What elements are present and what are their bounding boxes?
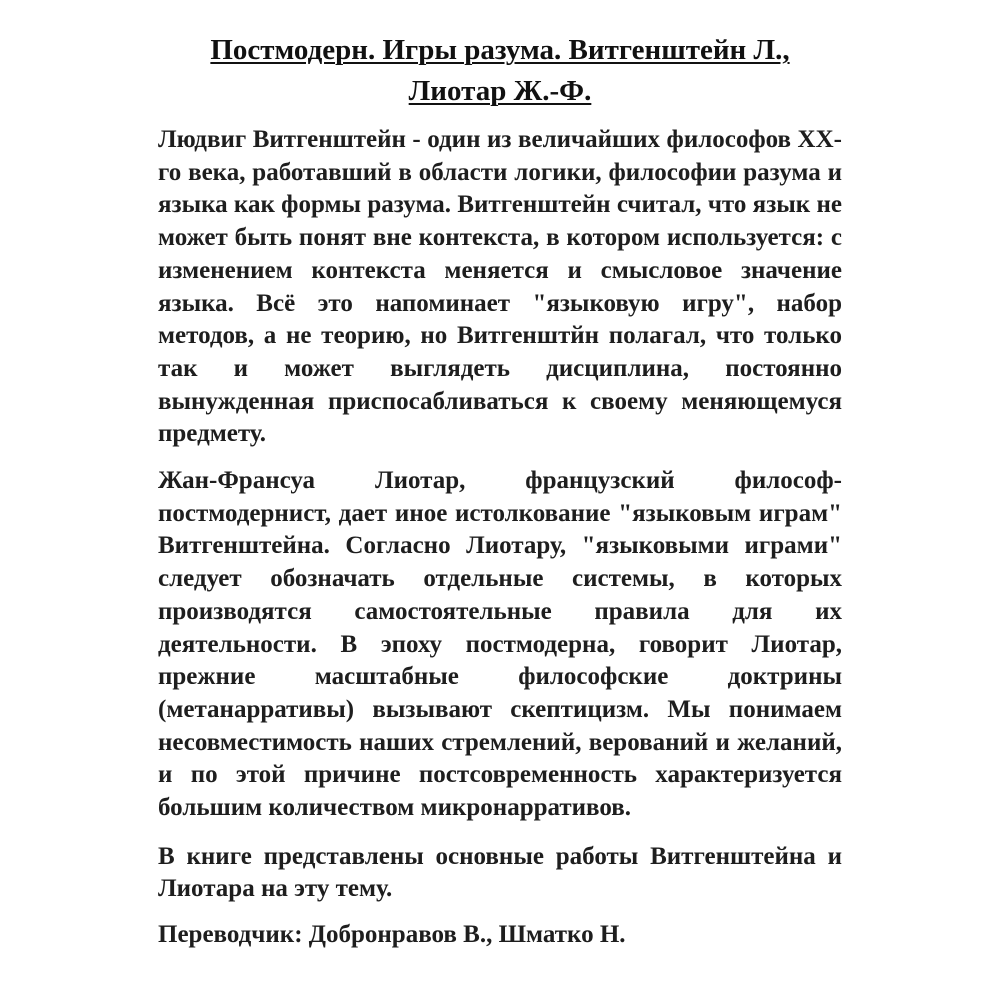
title-line-2: Лиотар Ж.-Ф. bbox=[408, 75, 592, 107]
paragraph-book-contents: В книге представлены основные работы Витгенштейна и Лиотара на эту тему. bbox=[158, 842, 842, 903]
document-page bbox=[158, 30, 842, 952]
paragraph-lyotard: Жан-Франсуа Лиотар, французский философ-постмодернист, дает иное истолкование "языковым играм" Витгенштейна. Согласно Лиотару, "языковыми играми" следует обозначать отдельные системы, в которых производятся самостоятельные правила для их деятельности. В эпоху постмодерна, говорит Лиотар, прежние масштабные философские доктрины (метанарративы) вызывают скептицизм. Мы понимаем несовместимость наших стремлений, верований и желаний, и по этой причине постсовременность характеризуется большим количеством микронарративов. bbox=[158, 467, 842, 822]
translators-line: Переводчик: Добронравов В., Шматко Н. bbox=[158, 921, 626, 949]
document-title bbox=[158, 30, 842, 112]
paragraph-wittgenstein: Людвиг Витгенштейн - один из величайших философов XX-го века, работавший в области логики, философии разума и языка как формы разума. Витгенштейн считал, что язык не может быть понят вне контекста, в котором используется: с изменением контекста меняется и смысловое значение языка. Всё это напоминает "языковую игру", набор методов, а не теорию, но Витгенштйн полагал, что только так и может выглядеть дисциплина, постоянно вынужденная приспосабливаться к своему меняющемуся предмету. bbox=[158, 126, 842, 448]
title-line-1: Постмодерн. Игры разума. Витгенштейн Л., bbox=[210, 34, 790, 66]
